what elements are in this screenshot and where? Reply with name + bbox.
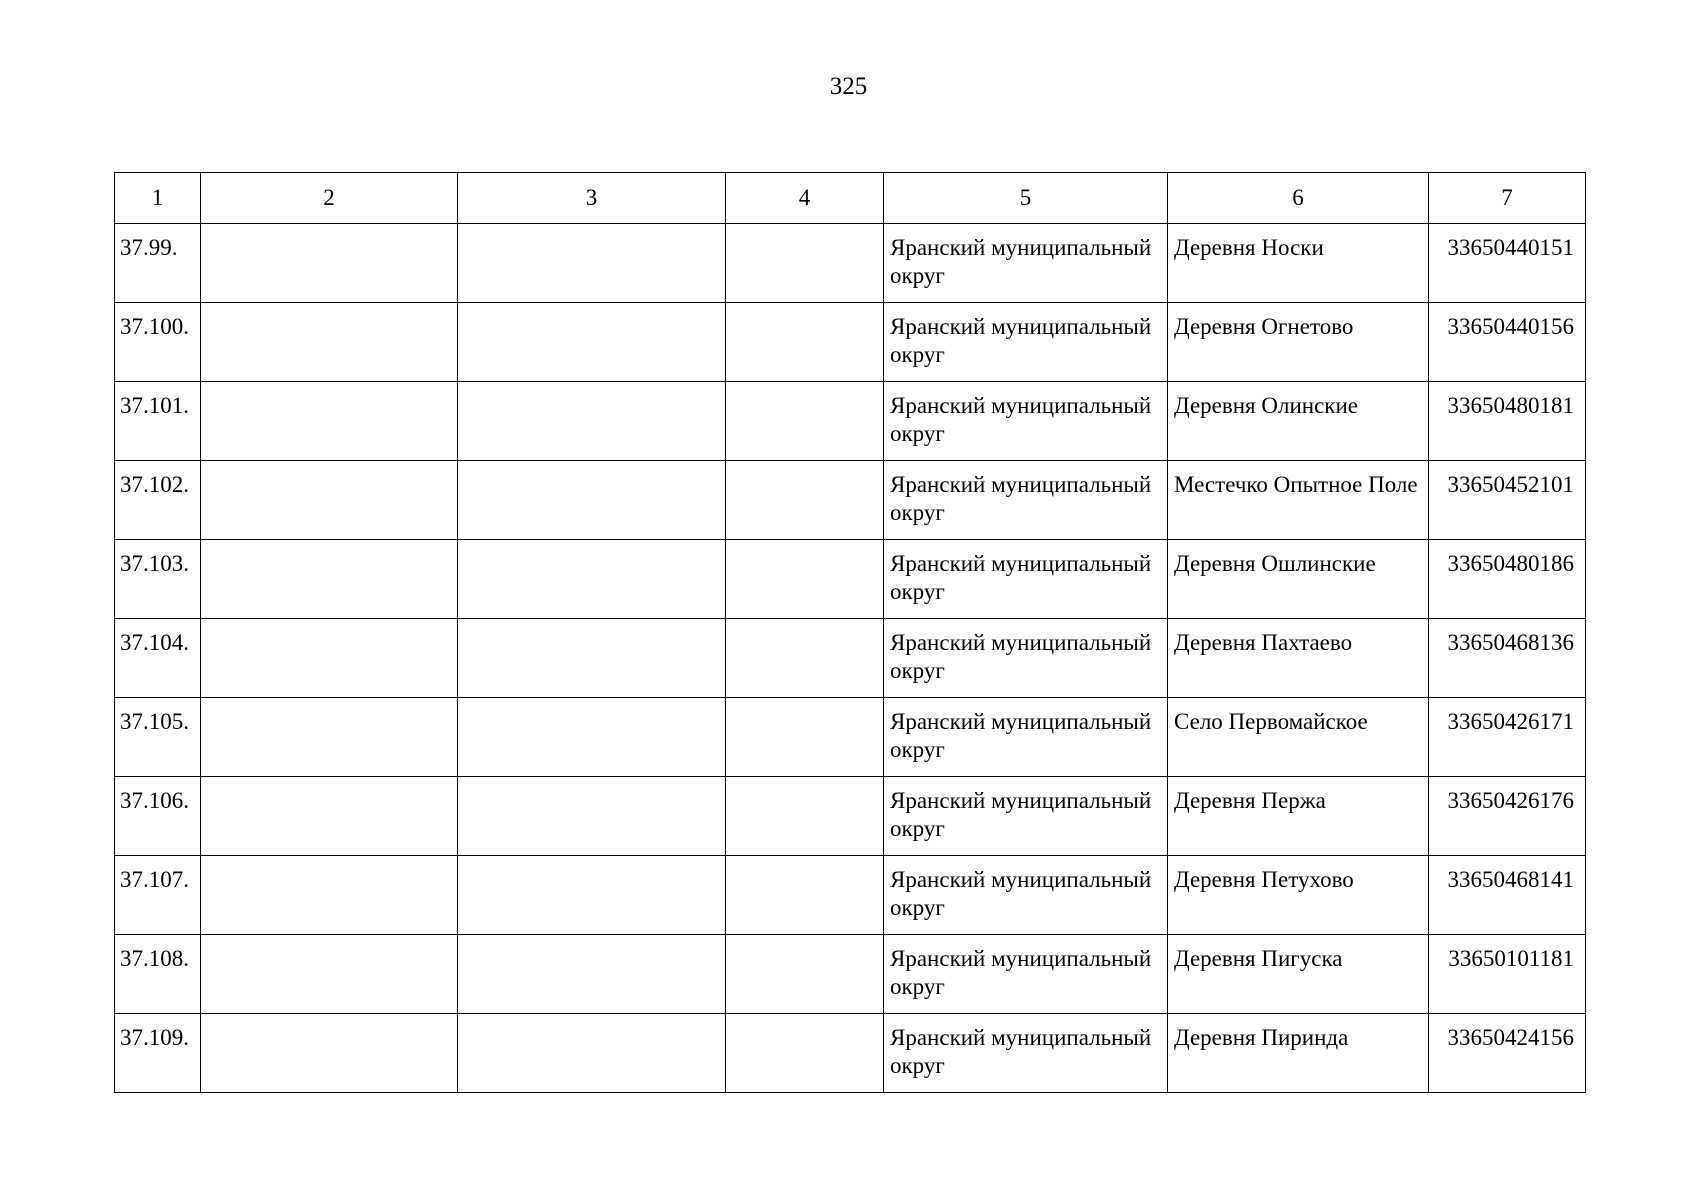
code-cell: 33650101181 [1429,935,1586,1014]
settlement-cell: Деревня Пержа [1168,777,1429,856]
table-row [115,382,1586,461]
municipality-cell: Яранский муниципальный округ [884,303,1168,382]
cell-col-2 [201,461,458,540]
cell-col-4 [726,540,884,619]
cell-col-4 [726,303,884,382]
settlement-cell: Деревня Огнетово [1168,303,1429,382]
cell-col-2 [201,303,458,382]
table-body [115,224,1586,1093]
cell-col-2 [201,698,458,777]
municipality-cell: Яранский муниципальный округ [884,461,1168,540]
code-cell: 33650440156 [1429,303,1586,382]
settlement-cell: Деревня Олинские [1168,382,1429,461]
cell-col-3 [458,303,726,382]
table-row [115,303,1586,382]
header-cell-3: 3 [458,173,726,224]
header-cell-5: 5 [884,173,1168,224]
table-row [115,856,1586,935]
row-number: 37.106. [115,777,201,856]
cell-col-2 [201,619,458,698]
municipality-cell: Яранский муниципальный округ [884,619,1168,698]
cell-col-4 [726,777,884,856]
cell-col-3 [458,224,726,303]
table-row [115,461,1586,540]
code-cell: 33650480181 [1429,382,1586,461]
cell-col-3 [458,1014,726,1093]
municipality-cell: Яранский муниципальный округ [884,856,1168,935]
settlement-cell: Деревня Носки [1168,224,1429,303]
code-cell: 33650480186 [1429,540,1586,619]
cell-col-2 [201,856,458,935]
code-cell: 33650424156 [1429,1014,1586,1093]
table-row [115,540,1586,619]
row-number: 37.104. [115,619,201,698]
settlement-cell: Деревня Пахтаево [1168,619,1429,698]
code-cell: 33650426176 [1429,777,1586,856]
row-number: 37.105. [115,698,201,777]
code-cell: 33650468136 [1429,619,1586,698]
code-cell: 33650426171 [1429,698,1586,777]
table-row [115,619,1586,698]
cell-col-4 [726,382,884,461]
row-number: 37.107. [115,856,201,935]
cell-col-2 [201,777,458,856]
settlement-cell: Деревня Пиринда [1168,1014,1429,1093]
header-cell-6: 6 [1168,173,1429,224]
cell-col-4 [726,698,884,777]
cell-col-2 [201,224,458,303]
row-number: 37.101. [115,382,201,461]
settlement-cell: Деревня Пигуска [1168,935,1429,1014]
cell-col-3 [458,777,726,856]
code-cell: 33650452101 [1429,461,1586,540]
cell-col-3 [458,856,726,935]
row-number: 37.99. [115,224,201,303]
row-number: 37.100. [115,303,201,382]
header-cell-7: 7 [1429,173,1586,224]
settlement-cell: Село Первомайское [1168,698,1429,777]
settlement-cell: Деревня Петухово [1168,856,1429,935]
code-cell: 33650468141 [1429,856,1586,935]
code-cell: 33650440151 [1429,224,1586,303]
cell-col-2 [201,382,458,461]
cell-col-4 [726,461,884,540]
header-cell-2: 2 [201,173,458,224]
settlement-cell: Местечко Опытное Поле [1168,461,1429,540]
municipality-cell: Яранский муниципальный округ [884,935,1168,1014]
cell-col-3 [458,698,726,777]
header-cell-4: 4 [726,173,884,224]
municipality-cell: Яранский муниципальный округ [884,224,1168,303]
table-row [115,777,1586,856]
cell-col-3 [458,935,726,1014]
page-number: 325 [829,73,868,100]
cell-col-3 [458,382,726,461]
cell-col-3 [458,619,726,698]
cell-col-2 [201,935,458,1014]
settlement-cell: Деревня Ошлинские [1168,540,1429,619]
table-row [115,224,1586,303]
cell-col-3 [458,540,726,619]
municipality-cell: Яранский муниципальный округ [884,382,1168,461]
cell-col-4 [726,619,884,698]
municipality-cell: Яранский муниципальный округ [884,540,1168,619]
document-table [114,172,1586,1093]
cell-col-3 [458,461,726,540]
row-number: 37.109. [115,1014,201,1093]
cell-col-4 [726,224,884,303]
row-number: 37.102. [115,461,201,540]
header-cell-1: 1 [115,173,201,224]
cell-col-4 [726,856,884,935]
table-row [115,935,1586,1014]
cell-col-2 [201,1014,458,1093]
table-row [115,698,1586,777]
header-row [115,173,1586,224]
municipality-cell: Яранский муниципальный округ [884,698,1168,777]
table-row [115,1014,1586,1093]
row-number: 37.108. [115,935,201,1014]
cell-col-2 [201,540,458,619]
municipality-cell: Яранский муниципальный округ [884,777,1168,856]
cell-col-4 [726,1014,884,1093]
municipality-cell: Яранский муниципальный округ [884,1014,1168,1093]
cell-col-4 [726,935,884,1014]
table-header [115,173,1586,224]
row-number: 37.103. [115,540,201,619]
